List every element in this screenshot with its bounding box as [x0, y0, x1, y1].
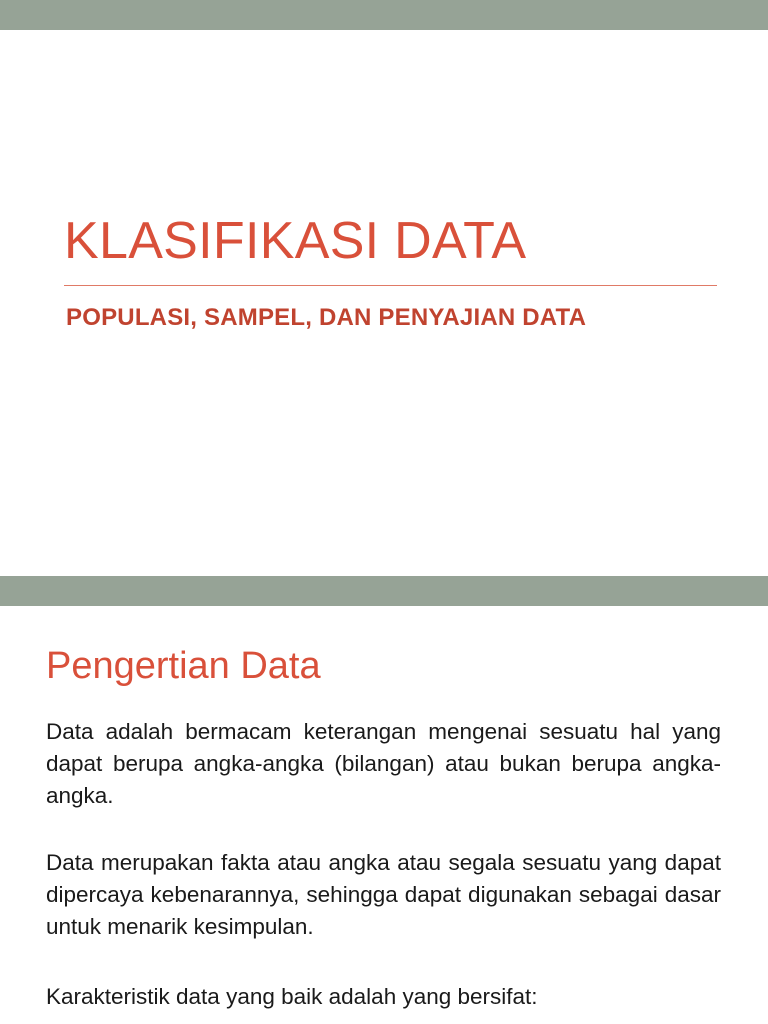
section-heading: Pengertian Data	[46, 645, 321, 687]
slide-title: KLASIFIKASI DATA	[64, 212, 527, 270]
title-divider	[64, 285, 717, 286]
paragraph-characteristics: Karakteristik data yang baik adalah yang bersifat:	[46, 984, 538, 1009]
slide-separator-band	[0, 576, 768, 606]
paragraph-definition-1: Data adalah bermacam keterangan mengenai sesuatu hal yang dapat berupa angka-angka (bilangan) atau bukan berupa angka-angka.	[46, 719, 721, 808]
top-band	[0, 0, 768, 30]
slide-subtitle: POPULASI, SAMPEL, DAN PENYAJIAN DATA	[66, 304, 587, 331]
paragraph-definition-2: Data merupakan fakta atau angka atau segala sesuatu yang dapat dipercaya kebenarannya, sehingga dapat digunakan sebagai dasar untuk menarik kesimpulan.	[46, 850, 721, 939]
